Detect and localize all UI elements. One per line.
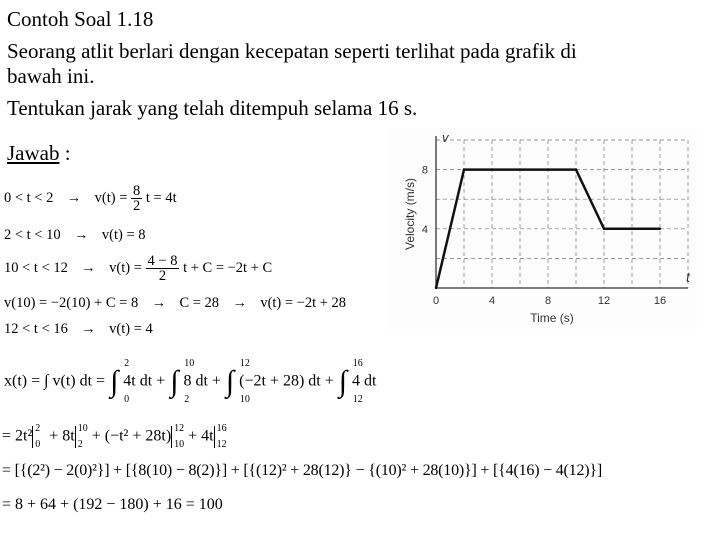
piece-4-constant: C = 28 xyxy=(179,295,220,311)
piece-1 xyxy=(4,184,177,213)
lower-limit: 12 xyxy=(352,394,363,405)
piece-1-tail: t = 4t xyxy=(145,189,177,206)
lower-limit: 2 xyxy=(184,394,190,405)
y-axis-label: Velocity (m/s) xyxy=(403,177,417,251)
lower-limit: 0 xyxy=(35,439,41,450)
integral-term-1: 4t dt + xyxy=(123,372,166,390)
piece-3-tail: t + C = −2t + C xyxy=(183,259,273,276)
eval-term-1: = 2t² xyxy=(2,427,33,445)
lower-limit: 0 xyxy=(124,394,130,405)
integral-term-2: 8 dt + xyxy=(183,372,221,390)
evaluation-bar xyxy=(75,423,88,450)
integral-sign-icon xyxy=(338,358,363,405)
upper-limit: 12 xyxy=(239,358,250,369)
y-tick-label: 4 xyxy=(421,223,428,236)
piece-2-eq: v(t) = 8 xyxy=(101,227,146,243)
lower-limit: 12 xyxy=(216,439,227,450)
integral-sign-icon xyxy=(170,358,195,405)
piece-3-eq: v(t) = xyxy=(109,259,142,276)
integral-expression xyxy=(4,358,377,405)
evaluation-bar xyxy=(32,423,41,450)
arrow-icon: → xyxy=(81,259,96,276)
x-tick-label: 0 xyxy=(432,295,440,307)
eval-term-3: + (−t² + 28t) xyxy=(91,427,172,445)
fraction xyxy=(146,254,180,283)
velocity-time-chart xyxy=(388,128,698,330)
x-tick-label: 8 xyxy=(544,295,552,307)
x-tick-label: 16 xyxy=(653,295,667,307)
fraction xyxy=(131,184,142,213)
x-axis-symbol: t xyxy=(686,269,690,285)
piece-4-eq: v(10) = −2(10) + C = 8 xyxy=(4,295,139,311)
integral-sign-glyph: ∫ xyxy=(170,365,179,398)
piece-4 xyxy=(4,295,346,312)
upper-limit: 10 xyxy=(77,423,88,434)
upper-limit: 2 xyxy=(35,423,41,434)
arrow-icon: → xyxy=(81,321,96,337)
integral-sign-icon xyxy=(225,358,250,405)
problem-title: Contoh Soal 1.18 xyxy=(7,7,154,31)
upper-limit: 12 xyxy=(174,423,185,434)
y-tick-label: 8 xyxy=(421,164,428,177)
piece-2 xyxy=(4,227,146,244)
piece-1-range: 0 < t < 2 xyxy=(4,189,54,206)
lower-limit: 2 xyxy=(77,439,83,450)
answer-heading xyxy=(7,141,71,165)
fraction-numerator: 4 − 8 xyxy=(147,253,178,269)
x-axis-label: Time (s) xyxy=(530,311,574,325)
piece-3 xyxy=(4,254,272,283)
lower-limit: 10 xyxy=(174,439,185,450)
fraction-denominator: 2 xyxy=(133,198,141,214)
arrow-icon: → xyxy=(66,189,82,206)
piece-5 xyxy=(4,321,153,338)
lower-limit: 10 xyxy=(239,394,250,405)
final-result: = 8 + 64 + (192 − 180) + 16 = 100 xyxy=(2,496,223,513)
integral-general: ∫ v(t) dt = xyxy=(44,372,106,390)
evaluation-bar xyxy=(171,423,185,450)
piece-3-range: 10 < t < 12 xyxy=(4,259,68,276)
integral-sign-icon xyxy=(110,358,130,405)
problem-text-line-2: bawah ini. xyxy=(7,64,95,88)
integral-lhs: x(t) = xyxy=(4,372,41,390)
arrow-icon: → xyxy=(151,295,167,311)
problem-question: Tentukan jarak yang telah ditempuh selama 16 s. xyxy=(7,96,418,120)
eval-term-4: + 4t xyxy=(188,427,214,445)
integral-term-4: 4 dt xyxy=(351,372,377,390)
answer-colon: : xyxy=(59,141,71,165)
piece-5-eq: v(t) = 4 xyxy=(109,321,153,337)
piece-5-range: 12 < t < 16 xyxy=(4,321,68,337)
evaluation-step-1 xyxy=(2,423,227,450)
upper-limit: 2 xyxy=(124,358,130,369)
integral-sign-glyph: ∫ xyxy=(225,365,235,398)
arrow-icon: → xyxy=(232,295,247,311)
evaluation-step-2: = [{(2²) − 2(0)²}] + [{8(10) − 8(2)}] + [{(12)² + 28(12)} − {(10)² + 28(10)}] + [{4(16) − 4(12)}] xyxy=(2,462,603,479)
x-tick-label: 4 xyxy=(488,295,496,307)
upper-limit: 16 xyxy=(352,358,363,369)
answer-label: Jawab xyxy=(7,141,60,165)
evaluation-bar xyxy=(214,423,227,450)
piece-1-eq: v(t) = xyxy=(94,189,128,206)
integral-sign-glyph: ∫ xyxy=(338,365,347,398)
fraction-numerator: 8 xyxy=(133,183,141,199)
problem-text-line-1: Seorang atlit berlari dengan kecepatan seperti terlihat pada grafik di xyxy=(7,39,577,63)
piece-2-range: 2 < t < 10 xyxy=(4,227,61,243)
upper-limit: 10 xyxy=(184,358,195,369)
x-tick-label: 12 xyxy=(597,295,611,307)
eval-term-2: + 8t xyxy=(49,427,75,445)
fraction-denominator: 2 xyxy=(158,268,167,284)
upper-limit: 16 xyxy=(216,423,227,434)
integral-sign-glyph: ∫ xyxy=(110,365,119,398)
arrow-icon: → xyxy=(74,227,89,243)
y-axis-symbol: v xyxy=(442,130,449,145)
integral-term-3: (−2t + 28) dt + xyxy=(239,372,334,390)
piece-4-result: v(t) = −2t + 28 xyxy=(260,295,347,311)
